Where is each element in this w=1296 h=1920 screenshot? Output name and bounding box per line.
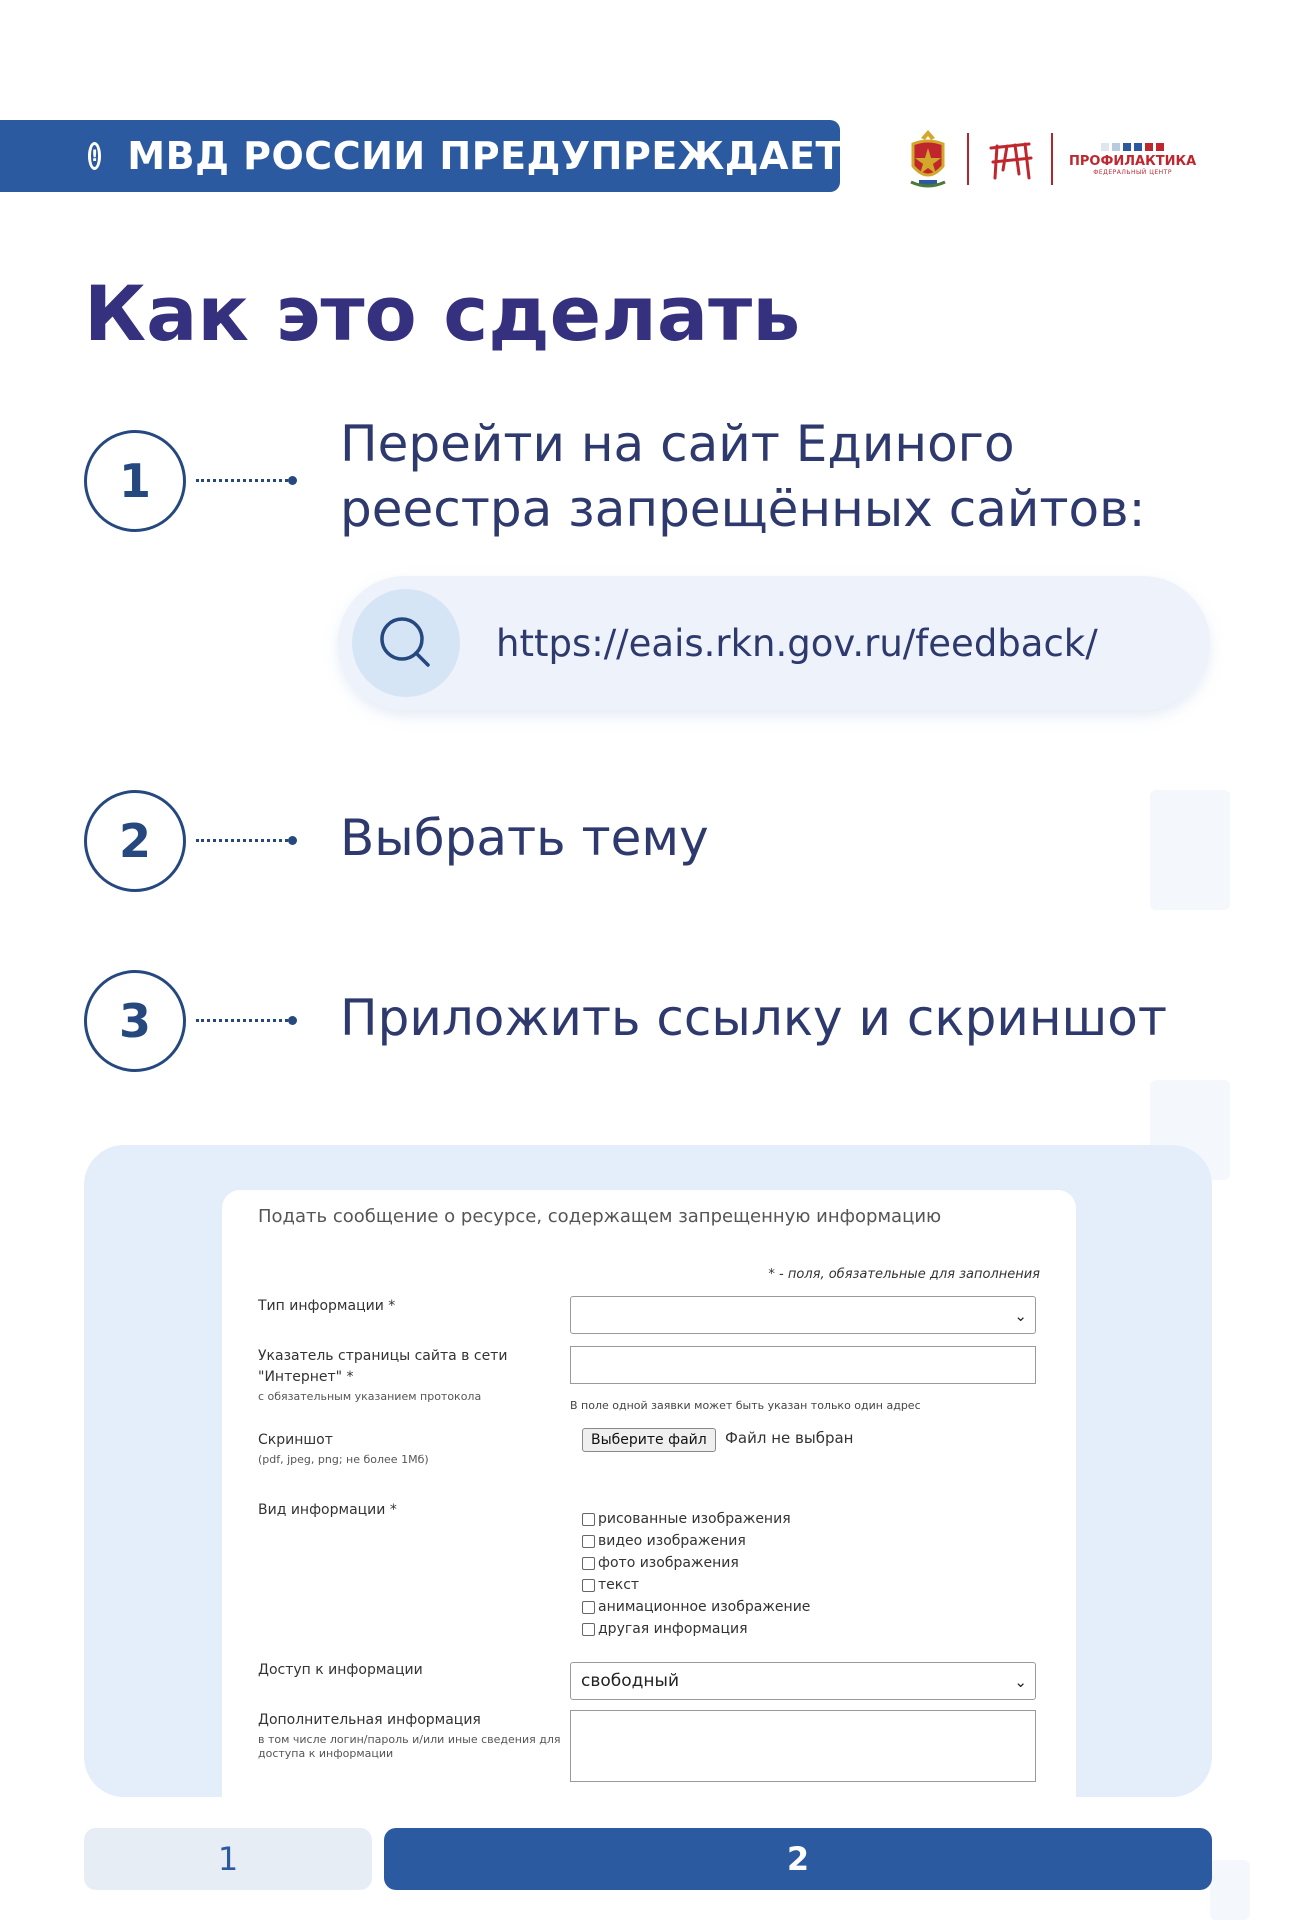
checkbox[interactable]: [582, 1601, 595, 1614]
checkbox[interactable]: [582, 1579, 595, 1592]
url-input[interactable]: [570, 1346, 1036, 1384]
step-1-line1: Перейти на сайт Единого: [340, 415, 1015, 473]
choose-file-button[interactable]: Выберите файл: [582, 1428, 716, 1452]
step-2-number: 2: [84, 790, 186, 892]
checkbox[interactable]: [582, 1535, 595, 1548]
step-connector: [196, 1019, 294, 1022]
search-button[interactable]: [352, 589, 460, 697]
access-label: Доступ к информации: [258, 1662, 423, 1678]
screenshot-label: [258, 1430, 429, 1469]
info-type-label: Тип информации *: [258, 1298, 396, 1314]
warning-banner: [0, 120, 840, 192]
step-connector: [196, 479, 294, 482]
partner-title: ПРОФИЛАКТИКА: [1069, 153, 1197, 169]
kind-option-label: другая информация: [598, 1621, 748, 1637]
extra-info-sub-2: доступа к информации: [258, 1746, 394, 1760]
kind-option-label: видео изображения: [598, 1533, 746, 1549]
url-text[interactable]: https://eais.rkn.gov.ru/feedback/: [496, 621, 1098, 665]
partner-subtitle: ФЕДЕРАЛЬНЫЙ ЦЕНТР: [1093, 168, 1172, 176]
kind-option-label: фото изображения: [598, 1555, 739, 1571]
kind-option-text[interactable]: [582, 1578, 639, 1592]
checkbox[interactable]: [582, 1513, 595, 1526]
logo-divider: [967, 133, 969, 185]
required-note: * - поля, обязательные для заполнения: [768, 1267, 1040, 1282]
page-title: Как это сделать: [84, 269, 801, 358]
file-status: Файл не выбран: [725, 1429, 854, 1447]
url-label-line2: "Интернет" *: [258, 1369, 354, 1385]
kind-option-photo[interactable]: [582, 1556, 739, 1570]
mvd-emblem-icon: [905, 128, 951, 190]
partner-logos: [905, 124, 1196, 194]
extra-info-textarea[interactable]: [570, 1710, 1036, 1782]
access-value: свободный: [581, 1671, 679, 1691]
kind-option-animation[interactable]: [582, 1600, 810, 1614]
search-icon: [378, 615, 434, 671]
banner-title: МВД РОССИИ ПРЕДУПРЕЖДАЕТ: [127, 134, 842, 178]
background-decoration: [1210, 1860, 1250, 1920]
step-1-text: [340, 412, 1145, 542]
info-type-select[interactable]: [570, 1296, 1036, 1334]
info-kind-label: Вид информации *: [258, 1502, 397, 1518]
kind-option-other[interactable]: [582, 1622, 748, 1636]
extra-info-label-text: Дополнительная информация: [258, 1712, 481, 1728]
kind-option-label: рисованные изображения: [598, 1511, 791, 1527]
chevron-down-icon: ⌄: [1014, 1307, 1027, 1325]
kind-option-label: анимационное изображение: [598, 1599, 811, 1615]
flag-bars-icon: [1101, 143, 1164, 151]
url-label: [258, 1346, 507, 1406]
logo-divider: [1051, 133, 1053, 185]
step-1-number: 1: [84, 430, 186, 532]
screenshot-sub: (pdf, jpeg, png; не более 1Мб): [258, 1453, 429, 1466]
chevron-down-icon: ⌄: [1014, 1673, 1027, 1691]
step-1-line2: реестра запрещённых сайтов:: [340, 480, 1146, 538]
form-heading: Подать сообщение о ресурсе, содержащем запрещенную информацию: [258, 1206, 942, 1227]
exclamation-icon: !: [88, 142, 101, 170]
url-label-sub: с обязательным указанием протокола: [258, 1390, 482, 1403]
feedback-form: [222, 1190, 1076, 1802]
url-label-line1: Указатель страницы сайта в сети: [258, 1348, 508, 1364]
access-select[interactable]: [570, 1662, 1036, 1700]
checkbox[interactable]: [582, 1623, 595, 1636]
profilaktika-logo: [1069, 143, 1196, 176]
kind-option-label: текст: [598, 1577, 640, 1593]
page-2-button[interactable]: 2: [384, 1828, 1212, 1890]
step-connector: [196, 839, 294, 842]
screenshot-label-text: Скриншот: [258, 1432, 333, 1448]
extra-info-sub-1: в том числе логин/пароль и/или иные сведения для: [258, 1733, 561, 1746]
url-search-bar[interactable]: [338, 576, 1210, 710]
checkbox[interactable]: [582, 1557, 595, 1570]
extra-info-label: [258, 1710, 561, 1762]
kind-option-video[interactable]: [582, 1534, 746, 1548]
step-3-number: 3: [84, 970, 186, 1072]
page-1-button[interactable]: 1: [84, 1828, 372, 1890]
url-hint: В поле одной заявки может быть указан только один адрес: [570, 1399, 921, 1412]
profilaktika-mark-icon: [985, 134, 1035, 184]
step-3-text: Приложить ссылку и скриншот: [340, 989, 1167, 1047]
kind-option-drawn[interactable]: [582, 1512, 791, 1526]
background-decoration: [1150, 790, 1230, 910]
step-2-text: Выбрать тему: [340, 809, 709, 867]
